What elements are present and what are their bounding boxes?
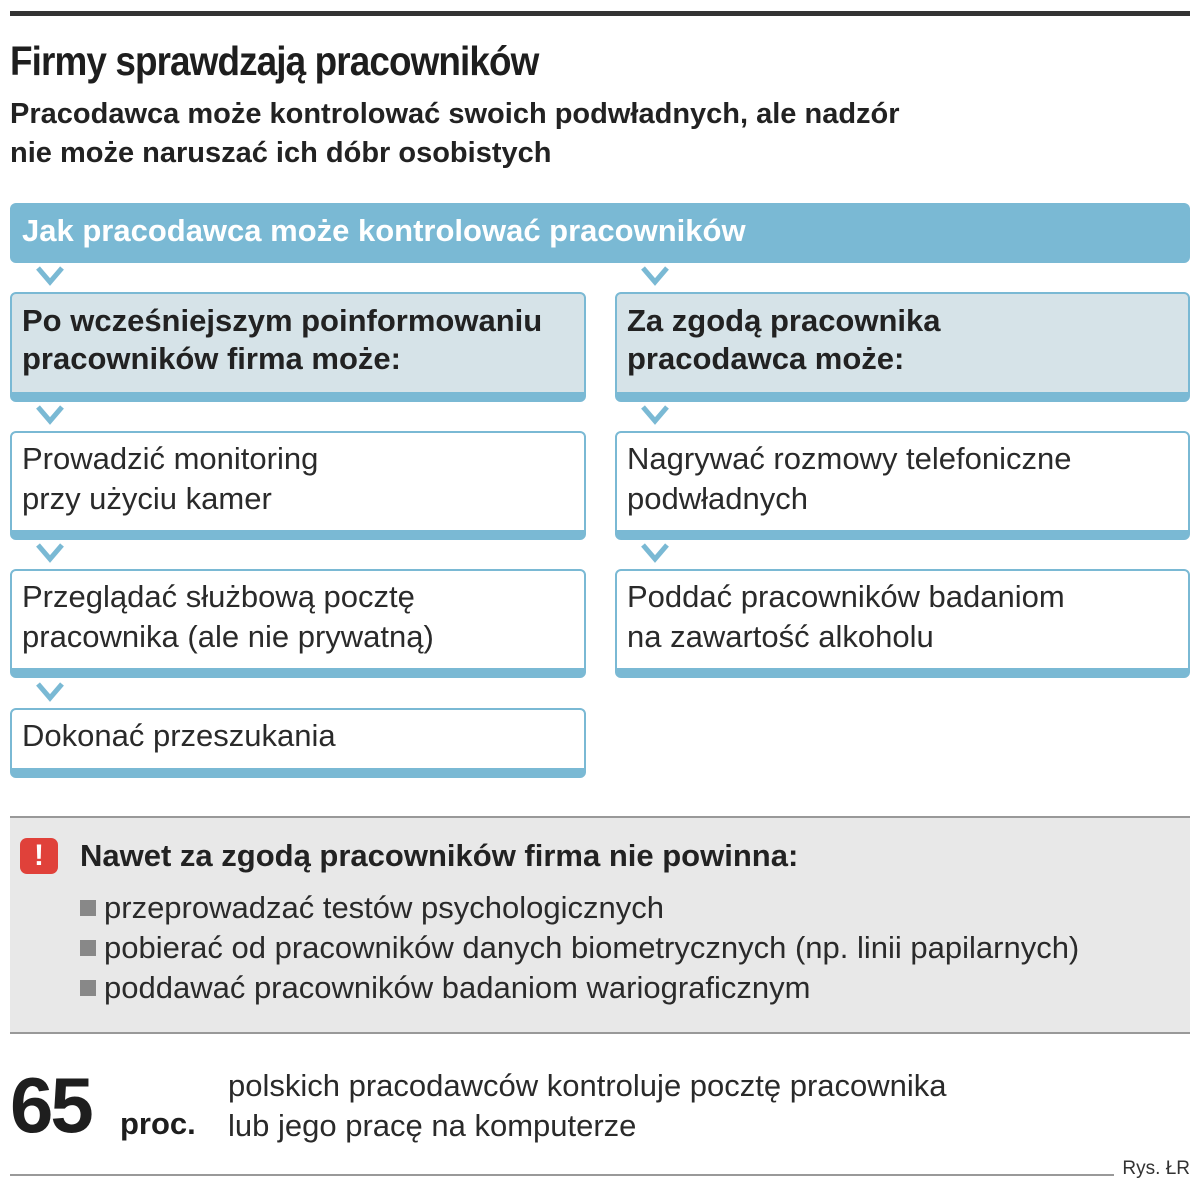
bullet-icon <box>80 980 96 996</box>
list-item <box>80 888 1079 928</box>
left-item-box <box>10 569 586 678</box>
right-header-line: Za zgodą pracownika <box>627 303 941 338</box>
right-item-line: Poddać pracowników badaniom <box>627 579 1065 614</box>
flow-banner: Jak pracodawca może kontrolować pracowników <box>10 203 1190 263</box>
bullet-icon <box>80 900 96 916</box>
list-item-text: przeprowadzać testów psychologicznych <box>104 890 664 925</box>
stat-unit: proc. <box>120 1106 196 1141</box>
exclamation-icon: ! <box>20 838 58 874</box>
right-item-line: na zawartość alkoholu <box>627 619 934 654</box>
right-header-line: pracodawca może: <box>627 341 905 376</box>
warning-panel <box>10 816 1190 1034</box>
left-item-line: pracownika (ale nie prywatną) <box>22 619 434 654</box>
warning-title: Nawet za zgodą pracowników firma nie powinna: <box>80 838 799 873</box>
left-header-box <box>10 292 586 402</box>
left-item-line: Prowadzić monitoring <box>22 441 319 476</box>
chevron-down-icon <box>36 682 64 702</box>
left-header-line: pracowników firma może: <box>22 341 401 376</box>
stat-description-line: polskich pracodawców kontroluje pocztę pracownika <box>228 1068 947 1103</box>
stat-value: 65 <box>10 1061 91 1149</box>
chevron-down-icon <box>641 543 669 563</box>
list-item <box>80 968 1079 1008</box>
chevron-down-icon <box>36 266 64 286</box>
left-item-box <box>10 708 586 778</box>
bottom-rule <box>10 1174 1114 1176</box>
right-item-box <box>615 431 1190 540</box>
right-item-line: podwładnych <box>627 481 808 516</box>
subtitle <box>10 95 1130 173</box>
left-item-box <box>10 431 586 540</box>
top-rule <box>10 11 1190 16</box>
warning-list <box>80 888 1079 1008</box>
subtitle-line: nie może naruszać ich dóbr osobistych <box>10 137 552 169</box>
list-item-text: pobierać od pracowników danych biometrycznych (np. linii papilarnych) <box>104 930 1080 965</box>
left-item-line: Dokonać przeszukania <box>22 718 336 753</box>
list-item-text: poddawać pracowników badaniom wariograficznym <box>104 970 811 1005</box>
stat-description-line: lub jego pracę na komputerze <box>228 1108 637 1143</box>
right-item-line: Nagrywać rozmowy telefoniczne <box>627 441 1072 476</box>
page-title: Firmy sprawdzają pracowników <box>10 38 539 84</box>
chevron-down-icon <box>641 405 669 425</box>
bullet-icon <box>80 940 96 956</box>
list-item <box>80 928 1079 968</box>
credit: Rys. ŁR <box>1122 1158 1190 1179</box>
chevron-down-icon <box>36 405 64 425</box>
chevron-down-icon <box>36 543 64 563</box>
right-header-box <box>615 292 1190 402</box>
stat-description <box>228 1066 947 1146</box>
left-item-line: Przeglądać służbową pocztę <box>22 579 415 614</box>
subtitle-line: Pracodawca może kontrolować swoich podwładnych, ale nadzór <box>10 98 900 130</box>
right-item-box <box>615 569 1190 678</box>
left-header-line: Po wcześniejszym poinformowaniu <box>22 303 543 338</box>
left-item-line: przy użyciu kamer <box>22 481 272 516</box>
chevron-down-icon <box>641 266 669 286</box>
